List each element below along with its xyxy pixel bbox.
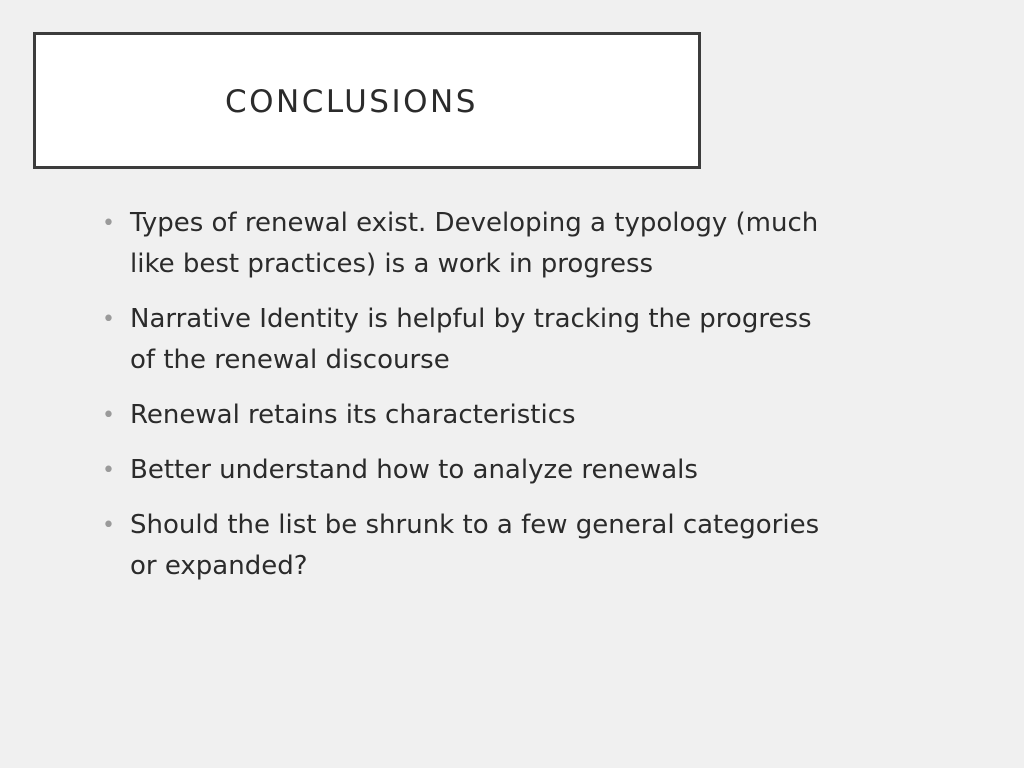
bullet-list bbox=[100, 203, 820, 601]
bullet-item bbox=[100, 450, 820, 491]
bullet-text: Narrative Identity is helpful by tracking the progress of the renewal discourse bbox=[130, 304, 812, 375]
bullet-dot-icon: • bbox=[102, 403, 115, 428]
bullet-item bbox=[100, 505, 820, 587]
bullet-dot-icon: • bbox=[102, 211, 115, 236]
slide-title: CONCLUSIONS bbox=[225, 84, 478, 120]
bullet-dot-icon: • bbox=[102, 458, 115, 483]
title-box bbox=[33, 32, 701, 169]
bullet-item bbox=[100, 203, 820, 285]
bullet-text: Types of renewal exist. Developing a typology (much like best practices) is a work in progress bbox=[130, 208, 819, 279]
bullet-text: Renewal retains its characteristics bbox=[130, 400, 576, 430]
bullet-dot-icon: • bbox=[102, 513, 115, 538]
bullet-item bbox=[100, 395, 820, 436]
bullet-text: Better understand how to analyze renewals bbox=[130, 455, 698, 485]
bullet-dot-icon: • bbox=[102, 307, 115, 332]
bullet-text: Should the list be shrunk to a few general categories or expanded? bbox=[130, 510, 820, 581]
bullet-item bbox=[100, 299, 820, 381]
